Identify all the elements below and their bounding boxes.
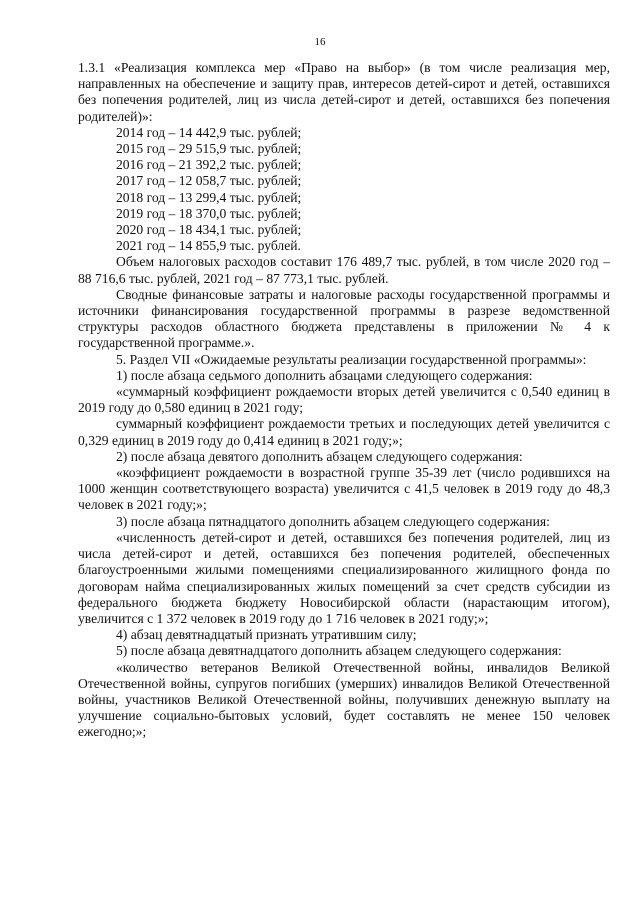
section-heading: 1.3.1 «Реализация комплекса мер «Право на выбор» (в том числе реализация мер, направленных на обеспечение и защиту прав, интересов детей-сирот и детей, оставшихся без попечения родителей, лиц из числа детей-сирот и детей, оставшихся без попечения родителей)»: [78, 60, 610, 124]
funding-line: 2014 год – 14 442,9 тыс. рублей; [116, 124, 302, 140]
amendment-item-5: 5) после абзаца девятнадцатого дополнить абзацем следующего содержания: [116, 643, 562, 659]
funding-line: 2015 год – 29 515,9 тыс. рублей; [116, 141, 302, 157]
funding-line: 2016 год – 21 392,2 тыс. рублей; [116, 157, 302, 173]
funding-line: 2017 год – 12 058,7 тыс. рублей; [116, 173, 302, 189]
quote-paragraph: «численность детей-сирот и детей, оставшихся без попечения родителей, лиц из числа детей-сирот и детей, оставшихся без попечения родителей, обеспеченных благоустроенными жилыми помещениями специализированного жилищного фонда по договорам найма специализированных жилых помещений за счет средств субсидии из федерального бюджета бюджету Новосибирской области (нарастающим итогом), увеличится с 1 372 человек в 2019 году до 1 716 человек в 2021 году;»; [78, 529, 610, 626]
quote-paragraph: «суммарный коэффициент рождаемости вторых детей увеличится с 0,540 единиц в 2019 году до 0,580 единиц в 2021 году; [78, 384, 610, 416]
section-vii-paragraph: 5. Раздел VII «Ожидаемые результаты реализации государственной программы»: [116, 351, 587, 367]
amendment-item-4: 4) абзац девятнадцатый признать утратившим силу; [116, 627, 417, 643]
page-number: 16 [314, 36, 326, 48]
amendment-item-1: 1) после абзаца седьмого дополнить абзацами следующего содержания: [116, 367, 533, 383]
funding-line: 2019 год – 18 370,0 тыс. рублей; [116, 205, 302, 221]
amendment-item-3: 3) после абзаца пятнадцатого дополнить абзацем следующего содержания: [116, 513, 550, 529]
document-body [78, 60, 610, 741]
summary-costs-paragraph: Сводные финансовые затраты и налоговые расходы государственной программы и источники финансирования государственной программы в разрезе ведомственной структуры расходов областного бюджета представлены в приложении № 4 к государственной программе.». [78, 286, 610, 351]
quote-paragraph: «количество ветеранов Великой Отечественной войны, инвалидов Великой Отечественной войны, супругов погибших (умерших) инвалидов Великой Отечественной войны, участников Великой Отечественной войны, получивших денежную выплату на улучшение социально-бытовых условий, будет составлять не менее 150 человек ежегодно;»; [78, 659, 610, 740]
amendment-item-2: 2) после абзаца девятого дополнить абзацем следующего содержания: [116, 448, 523, 464]
funding-line: 2018 год – 13 299,4 тыс. рублей; [116, 189, 302, 205]
funding-line: 2021 год – 14 855,9 тыс. рублей. [116, 238, 301, 254]
funding-year-list [116, 125, 610, 255]
funding-line: 2020 год – 18 434,1 тыс. рублей; [116, 222, 302, 238]
quote-paragraph: суммарный коэффициент рождаемости третьих и последующих детей увеличится с 0,329 единиц в 2019 году до 0,414 единиц в 2021 году;»; [78, 416, 610, 448]
tax-expenses-paragraph: Объем налоговых расходов составит 176 489,7 тыс. рублей, в том числе 2020 год – 88 716,6 тыс. рублей, 2021 год – 87 773,1 тыс. рублей. [78, 254, 610, 286]
quote-paragraph: «коэффициент рождаемости в возрастной группе 35-39 лет (число родившихся на 1000 женщин соответствующего возраста) увеличится с 41,5 человек в 2019 году до 48,3 человек в 2021 году;»; [78, 465, 610, 513]
